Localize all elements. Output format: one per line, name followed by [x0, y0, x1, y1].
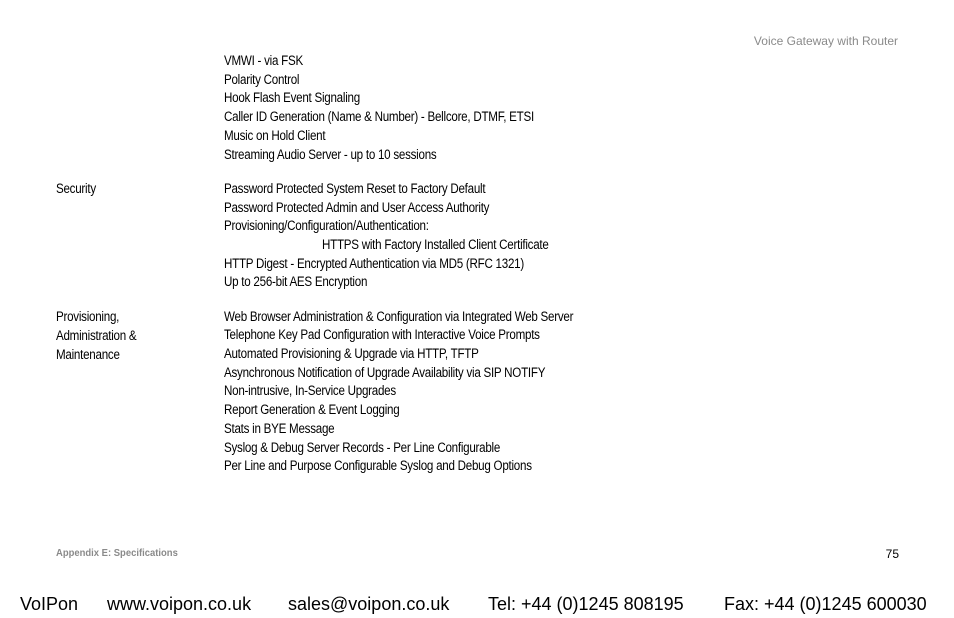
- spec-line: Asynchronous Notification of Upgrade Availability via SIP NOTIFY: [224, 365, 546, 380]
- spec-line: Hook Flash Event Signaling: [224, 90, 360, 105]
- category-label: Provisioning,: [56, 309, 120, 324]
- contact-website[interactable]: www.voipon.co.uk: [107, 594, 252, 614]
- spec-line: HTTP Digest - Encrypted Authentication via MD5 (RFC 1321): [224, 256, 524, 271]
- spec-line: Polarity Control: [224, 72, 300, 87]
- spec-line: HTTPS with Factory Installed Client Certificate: [322, 237, 549, 252]
- contact-company: VoIPon: [20, 594, 79, 614]
- spec-line: Up to 256-bit AES Encryption: [224, 274, 368, 289]
- spec-line: Stats in BYE Message: [224, 421, 335, 436]
- spec-line: Password Protected Admin and User Access Authority: [224, 200, 490, 215]
- page-number: 75: [885, 547, 899, 561]
- spec-line: Telephone Key Pad Configuration with Interactive Voice Prompts: [224, 327, 540, 342]
- category-label: Security: [56, 181, 96, 196]
- spec-line: Caller ID Generation (Name & Number) - Bellcore, DTMF, ETSI: [224, 109, 534, 124]
- spec-line: Non-intrusive, In-Service Upgrades: [224, 383, 396, 398]
- spec-line: Web Browser Administration & Configuration via Integrated Web Server: [224, 309, 574, 324]
- contact-tel: Tel: +44 (0)1245 808195: [488, 594, 684, 614]
- spec-line: Provisioning/Configuration/Authentication:: [224, 218, 429, 233]
- footer-section-label: Appendix E: Specifications: [56, 547, 178, 559]
- spec-line: Syslog & Debug Server Records - Per Line Configurable: [224, 440, 501, 455]
- category-label: Administration &: [56, 328, 137, 343]
- spec-line: Automated Provisioning & Upgrade via HTTP, TFTP: [224, 346, 479, 361]
- spec-line: Password Protected System Reset to Factory Default: [224, 181, 486, 196]
- page-header-title: Voice Gateway with Router: [753, 34, 898, 48]
- spec-line: Report Generation & Event Logging: [224, 402, 400, 417]
- spec-line: Per Line and Purpose Configurable Syslog and Debug Options: [224, 458, 532, 473]
- spec-line: Music on Hold Client: [224, 128, 326, 143]
- spec-line: Streaming Audio Server - up to 10 sessions: [224, 147, 437, 162]
- contact-email[interactable]: sales@voipon.co.uk: [288, 594, 450, 614]
- spec-line: VMWI - via FSK: [224, 53, 303, 68]
- category-label: Maintenance: [56, 347, 120, 362]
- contact-fax: Fax: +44 (0)1245 600030: [724, 594, 927, 614]
